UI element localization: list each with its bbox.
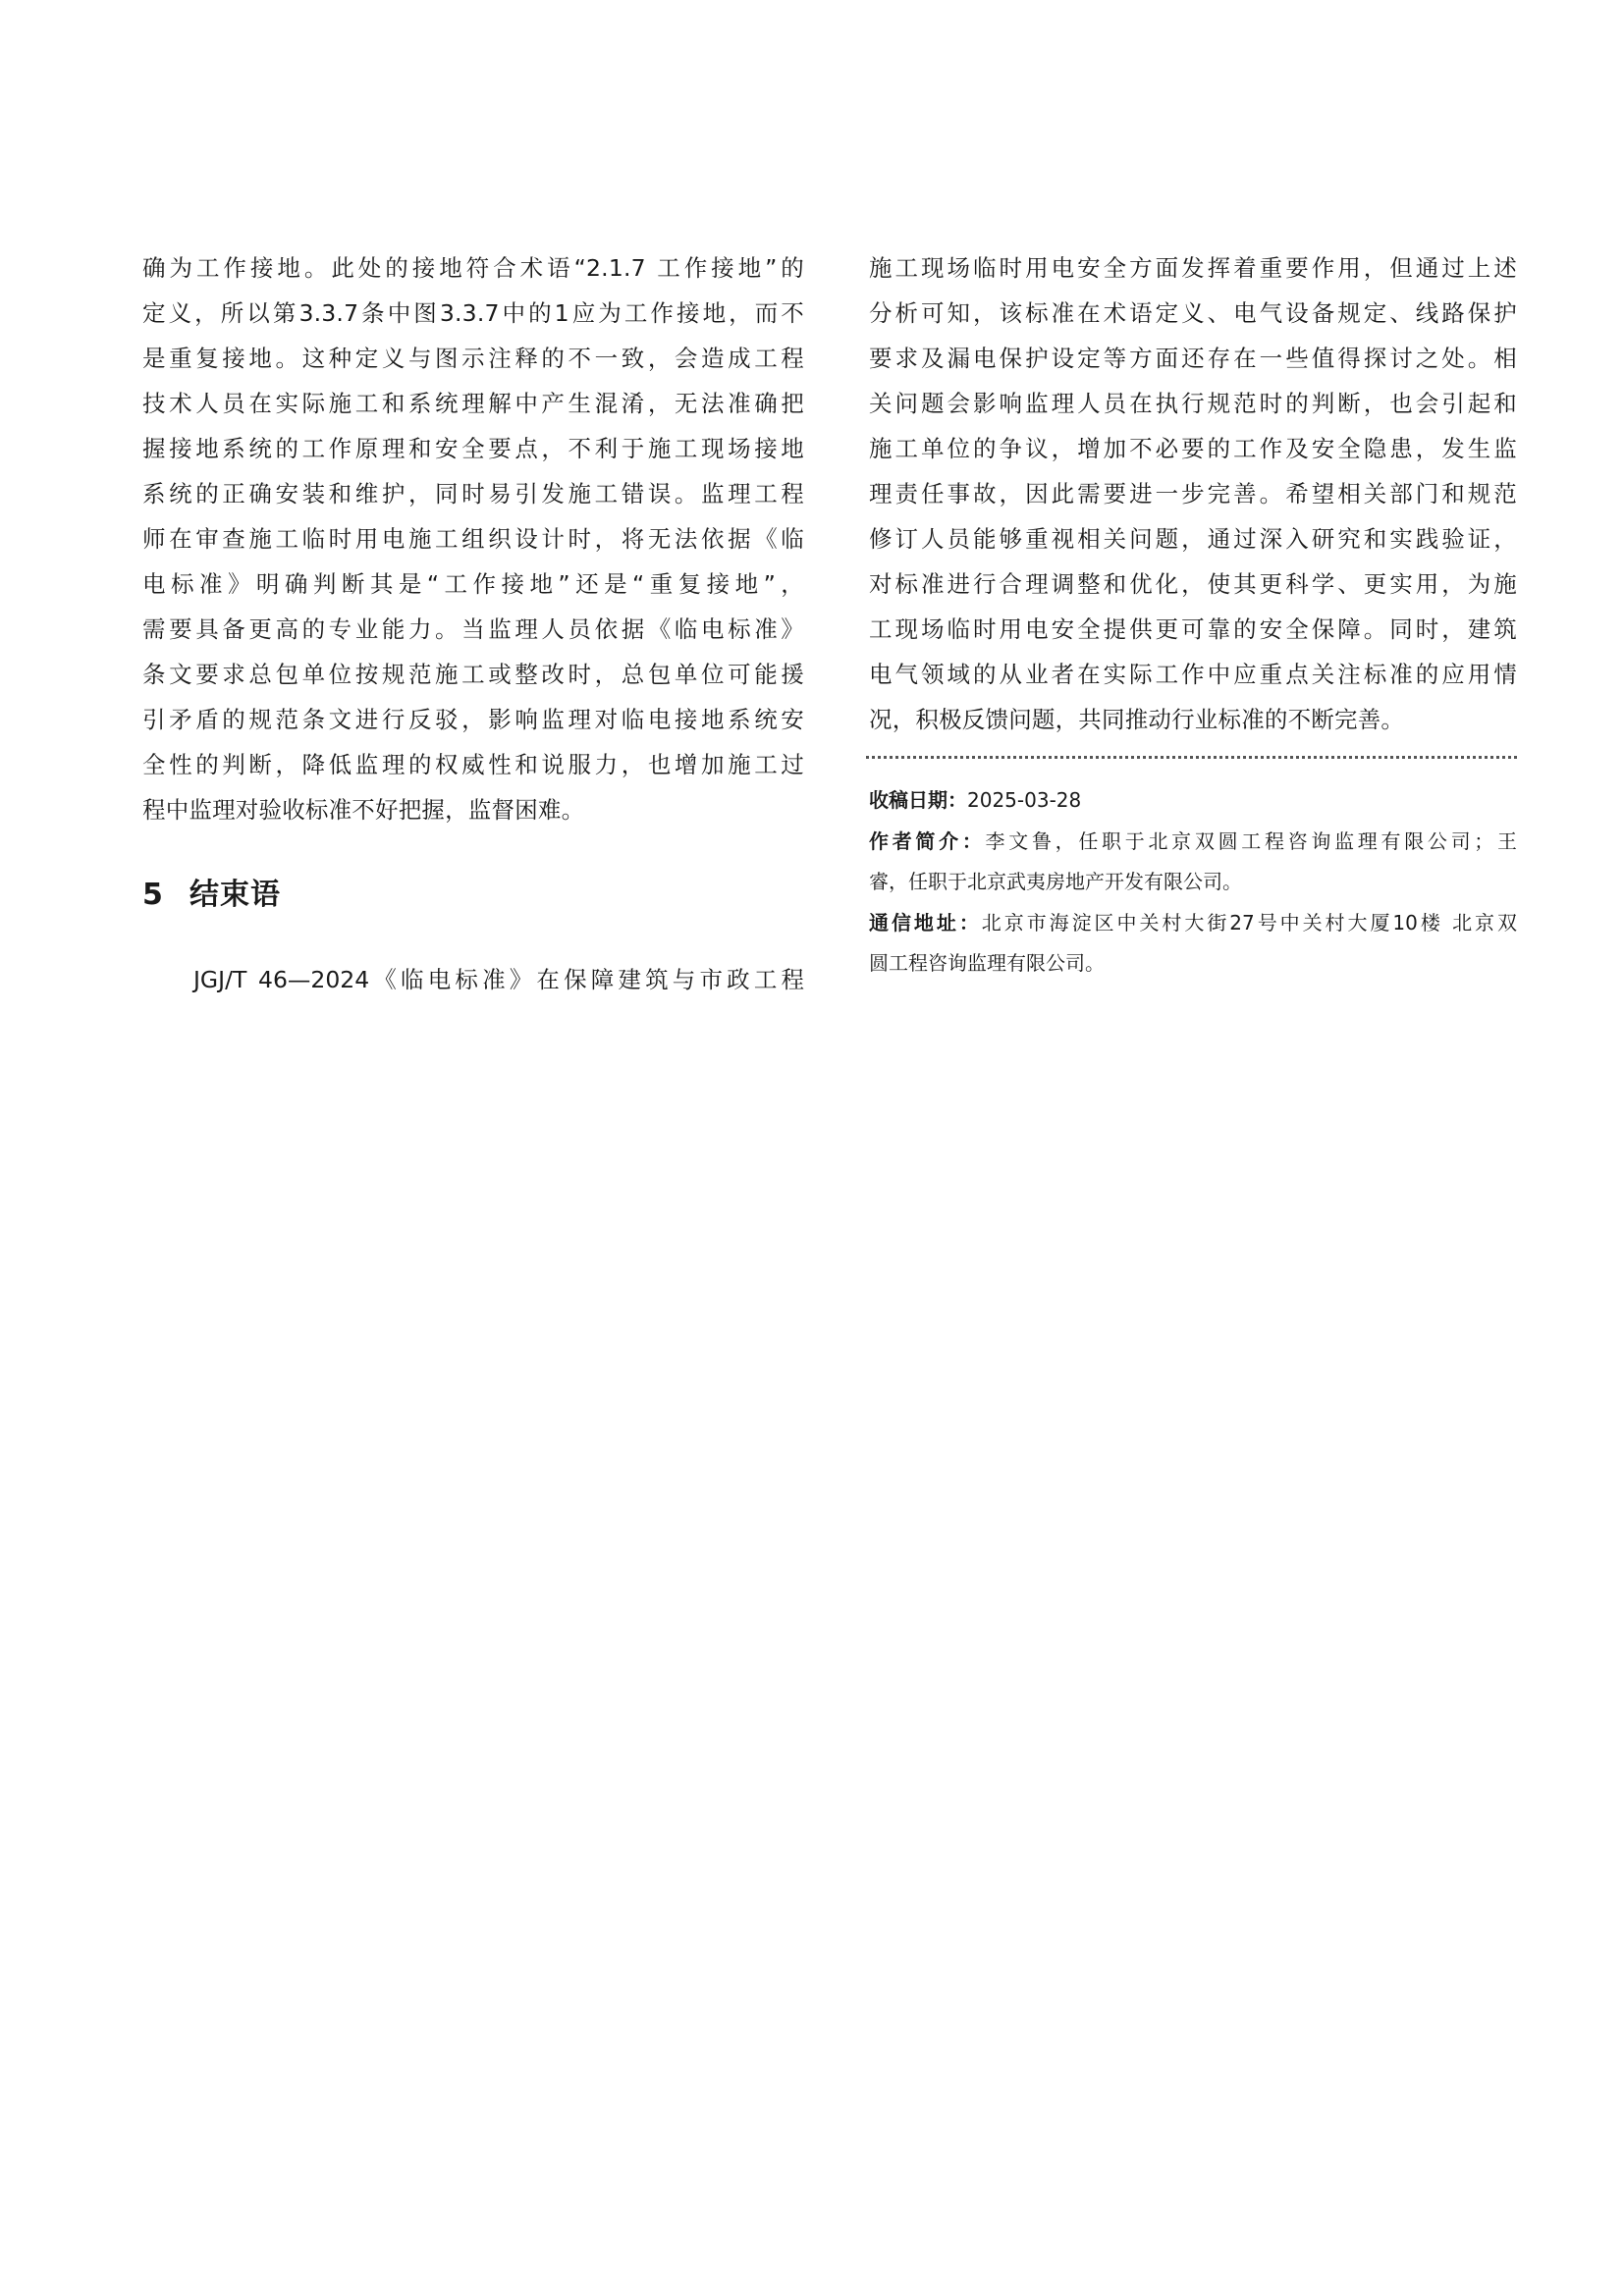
text-line: 电标准》明确判断其是“工作接地”还是“重复接地”， xyxy=(142,570,804,598)
text-line: 修订人员能够重视相关问题，通过深入研究和实践验证， xyxy=(869,525,1517,553)
text-line: 引矛盾的规范条文进行反驳，影响监理对临电接地系统安 xyxy=(142,706,804,733)
conclusion-paragraph-continued xyxy=(869,245,1517,742)
dotted-divider xyxy=(866,756,1517,759)
text-line: 程中监理对验收标准不好把握，监督困难。 xyxy=(142,796,585,824)
text-line: 需要具备更高的专业能力。当监理人员依据《临电标准》 xyxy=(142,615,804,643)
text-line: 握接地系统的工作原理和安全要点，不利于施工现场接地 xyxy=(142,435,804,462)
text-line: 工现场临时用电安全提供更可靠的安全保障。同时，建筑 xyxy=(869,615,1517,643)
text-line: 系统的正确安装和维护，同时易引发施工错误。监理工程 xyxy=(142,480,804,507)
author-bio-text-continued: 睿，任职于北京武夷房地产开发有限公司。 xyxy=(869,870,1242,893)
text-line: 电气领域的从业者在实际工作中应重点关注标准的应用情 xyxy=(869,661,1517,688)
text-line: 理责任事故，因此需要进一步完善。希望相关部门和规范 xyxy=(869,480,1517,507)
text-line: 分析可知，该标准在术语定义、电气设备规定、线路保护 xyxy=(869,299,1517,327)
text-line: 关问题会影响监理人员在执行规范时的判断，也会引起和 xyxy=(869,390,1517,417)
author-bio xyxy=(869,822,1517,903)
text-line: 是重复接地。这种定义与图示注释的不一致，会造成工程 xyxy=(142,345,804,372)
received-date xyxy=(869,780,1517,822)
mailing-address xyxy=(869,903,1517,985)
conclusion-paragraph xyxy=(142,957,804,1002)
mailing-address-label: 通信地址： xyxy=(869,910,982,934)
text-line: 对标准进行合理调整和优化，使其更科学、更实用，为施 xyxy=(869,570,1517,598)
text-line: 况，积极反馈问题，共同推动行业标准的不断完善。 xyxy=(869,706,1405,733)
text-line: 要求及漏电保护设定等方面还存在一些值得探讨之处。相 xyxy=(869,345,1517,372)
text-line: 技术人员在实际施工和系统理解中产生混淆，无法准确把 xyxy=(142,390,804,417)
text-line: 确为工作接地。此处的接地符合术语“2.1.7 工作接地”的 xyxy=(142,254,804,282)
left-column xyxy=(142,245,804,993)
text-line: 条文要求总包单位按规范施工或整改时，总包单位可能援 xyxy=(142,661,804,688)
text-line: 全性的判断，降低监理的权威性和说服力，也增加施工过 xyxy=(142,751,804,778)
section-title: 结束语 xyxy=(189,878,281,912)
author-bio-label: 作者简介： xyxy=(869,828,986,853)
received-date-value: 2025-03-28 xyxy=(967,788,1082,812)
section-number: 5 xyxy=(142,878,164,912)
author-bio-text: 李文鲁，任职于北京双圆工程咨询监理有限公司；王 xyxy=(985,828,1518,853)
received-date-label: 收稿日期： xyxy=(869,788,967,812)
text-line: 师在审查施工临时用电施工组织设计时，将无法依据《临 xyxy=(142,525,804,553)
section-heading-conclusion xyxy=(142,876,281,915)
mailing-address-text: 北京市海淀区中关村大街27号中关村大厦10楼 北京双 xyxy=(981,910,1517,934)
right-column xyxy=(869,245,1518,975)
body-paragraph-grounding-issue xyxy=(142,245,804,832)
text-line: 定义，所以第3.3.7条中图3.3.7中的1应为工作接地，而不 xyxy=(142,299,804,327)
mailing-address-text-continued: 圆工程咨询监理有限公司。 xyxy=(869,951,1105,975)
text-line: 施工单位的争议，增加不必要的工作及安全隐患，发生监 xyxy=(869,435,1517,462)
text-line: 施工现场临时用电安全方面发挥着重要作用，但通过上述 xyxy=(869,254,1517,282)
text-line: JGJ/T 46—2024《临电标准》在保障建筑与市政工程 xyxy=(193,966,804,993)
article-metadata xyxy=(869,780,1517,985)
